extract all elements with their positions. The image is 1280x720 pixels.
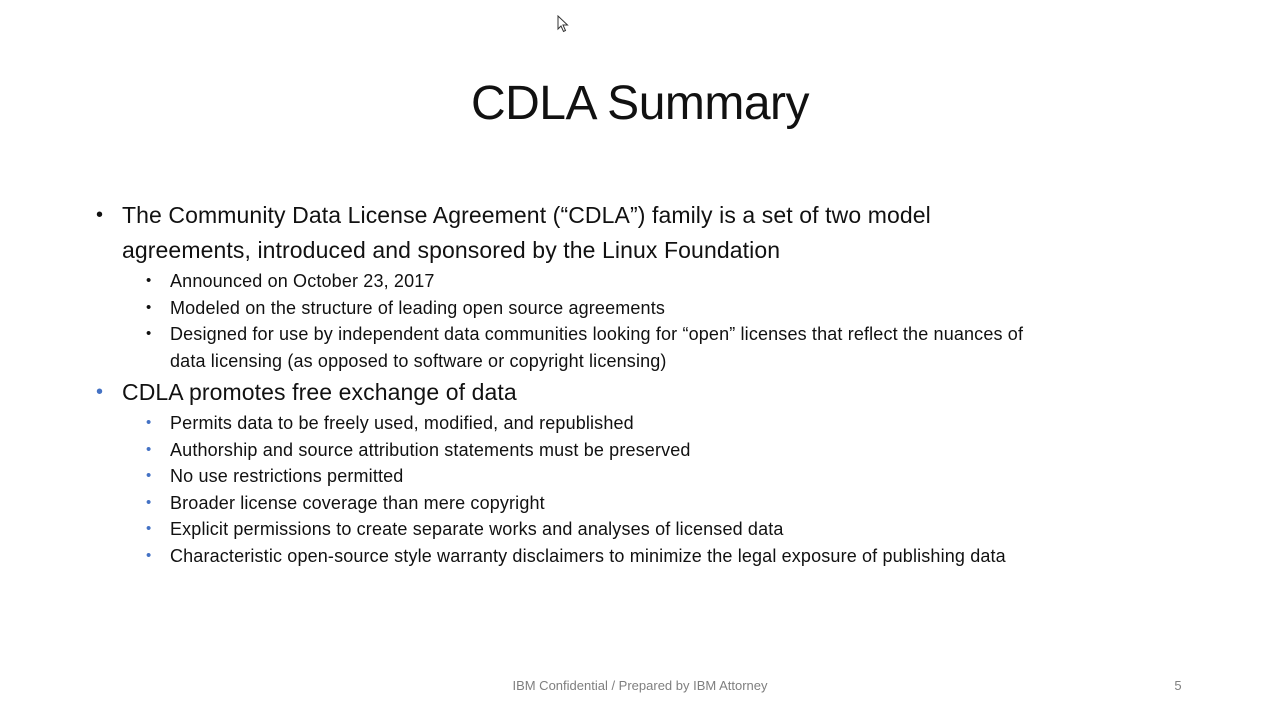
sub-bullet-text: Authorship and source attribution statements must be preserved [170, 439, 691, 460]
sub-bullet-permits [96, 410, 1196, 437]
sub-bullet-announced [96, 268, 1196, 295]
mouse-pointer-icon [557, 15, 569, 33]
sub-bullet-text: Modeled on the structure of leading open source agreements [170, 297, 666, 318]
slide-footer: IBM Confidential / Prepared by IBM Attorney [512, 678, 768, 693]
sub-bullet-modeled [96, 295, 1196, 322]
bullet-dot-icon: • [146, 325, 152, 342]
sub-bullet-explicit [96, 516, 1196, 543]
sub-bullet-text: Permits data to be freely used, modified, and republished [170, 413, 634, 433]
bullet-text: CDLA promotes free exchange of data [122, 379, 517, 405]
slide-title: CDLA Summary [470, 77, 810, 130]
bullet-dot-icon: • [146, 440, 152, 458]
sub-bullet-authorship [96, 437, 1196, 464]
bullet-cdla-family [96, 198, 1196, 268]
bullet-text-line-2: agreements, introduced and sponsored by the Linux Foundation [122, 237, 781, 263]
sub-bullet-no-restrictions [96, 463, 1196, 490]
sub-bullet-broader [96, 490, 1196, 517]
sub-bullet-list-2 [96, 410, 1196, 569]
bullet-text-line-1: The Community Data License Agreement (“CDLA”) family is a set of two model [122, 202, 931, 228]
bullet-dot-icon: • [146, 520, 152, 537]
bullet-dot-icon: • [146, 298, 152, 316]
sub-bullet-text: Announced on October 23, 2017 [170, 271, 435, 291]
bullet-dot-icon: • [146, 546, 152, 564]
sub-bullet-text: Characteristic open-source style warranty disclaimers to minimize the legal exposure of publishing data [170, 545, 1006, 566]
page-number: 5 [1174, 678, 1182, 693]
slide-body [96, 198, 1196, 569]
sub-bullet-text: Broader license coverage than mere copyright [170, 492, 545, 513]
sub-bullet-list-1 [96, 268, 1196, 374]
sub-bullet-text-line-2: data licensing (as opposed to software or copyright licensing) [170, 350, 667, 371]
sub-bullet-text-line-1: Designed for use by independent data communities looking for “open” licenses that reflect the nuances of [170, 324, 1024, 344]
bullet-dot-icon: • [146, 414, 152, 431]
bullet-dot-icon: • [146, 493, 152, 511]
bullet-dot-icon: • [96, 204, 104, 226]
sub-bullet-warranty [96, 543, 1196, 570]
bullet-dot-icon: • [146, 467, 152, 484]
bullet-dot-icon: • [146, 272, 152, 289]
bullet-dot-icon: • [96, 381, 104, 403]
sub-bullet-designed [96, 321, 1196, 374]
bullet-cdla-promotes [96, 375, 1196, 410]
sub-bullet-text: No use restrictions permitted [170, 466, 404, 486]
sub-bullet-text: Explicit permissions to create separate works and analyses of licensed data [170, 519, 784, 539]
